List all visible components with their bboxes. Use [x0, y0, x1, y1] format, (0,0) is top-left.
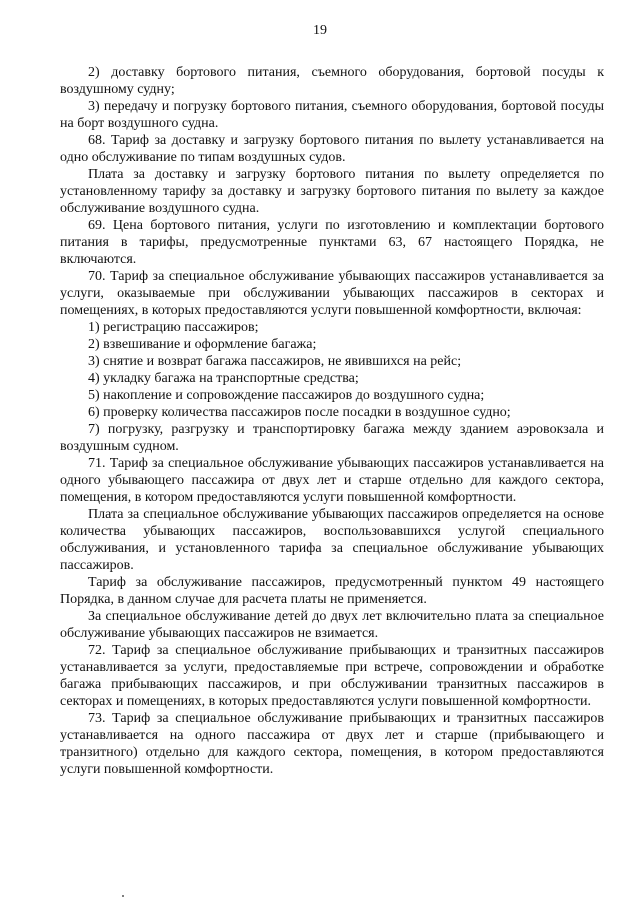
list-item: 7) погрузку, разгрузку и транспортировку багажа между зданием аэровокзала и воздушным судном. — [60, 422, 604, 454]
scan-speck — [122, 895, 124, 897]
list-item: 3) снятие и возврат багажа пассажиров, не явившихся на рейс; — [88, 354, 462, 369]
paragraph: 70. Тариф за специальное обслуживание убывающих пассажиров устанавливается за услуги, оказываемые при обслуживании убывающих пассажиров в секторах и помещениях, в которых предоставляются услуги повышенной комфортности, включая: — [60, 269, 604, 318]
paragraph: За специальное обслуживание детей до двух лет включительно плата за специальное обслуживание убывающих пассажиров не взимается. — [60, 609, 604, 641]
paragraph: 71. Тариф за специальное обслуживание убывающих пассажиров устанавливается на одного убывающего пассажира от двух лет и старше отдельно для каждого сектора, помещения, в котором предоставляются услуги повышенной комфортности. — [60, 456, 604, 505]
list-item: 1) регистрацию пассажиров; — [88, 320, 259, 335]
document-body — [60, 64, 604, 778]
paragraph: 3) передачу и погрузку бортового питания, съемного оборудования, бортовой посуды на борт воздушного судна. — [60, 99, 604, 131]
paragraph: Плата за специальное обслуживание убывающих пассажиров определяется на основе количества убывающих пассажиров, воспользовавшихся услугой специального обслуживания, и установленного тарифа за специальное обслуживание убывающих пассажиров. — [60, 507, 604, 573]
paragraph: 73. Тариф за специальное обслуживание прибывающих и транзитных пассажиров устанавливается на одного пассажира от двух лет и старше (прибывающего и транзитного) отдельно для каждого сектора, помещения, в котором предоставляются услуги повышенной комфортности. — [60, 711, 604, 777]
list-item: 6) проверку количества пассажиров после посадки в воздушное судно; — [88, 405, 511, 420]
list-item: 2) взвешивание и оформление багажа; — [88, 337, 317, 352]
paragraph: 68. Тариф за доставку и загрузку бортового питания по вылету устанавливается на одно обслуживание по типам воздушных судов. — [60, 133, 604, 165]
list-item: 5) накопление и сопровождение пассажиров до воздушного судна; — [88, 388, 485, 403]
paragraph: 69. Цена бортового питания, услуги по изготовлению и комплектации бортового питания в тарифы, предусмотренные пунктами 63, 67 настоящего Порядка, не включаются. — [60, 218, 604, 267]
page-number: 19 — [313, 23, 327, 38]
list-item: 4) укладку багажа на транспортные средства; — [88, 371, 359, 386]
paragraph: Тариф за обслуживание пассажиров, предусмотренный пунктом 49 настоящего Порядка, в данном случае для расчета платы не применяется. — [60, 575, 604, 607]
paragraph: 72. Тариф за специальное обслуживание прибывающих и транзитных пассажиров устанавливается за услуги, предоставляемые при встрече, сопровождении и обработке багажа прибывающих пассажиров, и при обслуживании транзитных пассажиров в секторах и помещениях, в которых предоставляются услуги повышенной комфортности. — [60, 643, 604, 709]
paragraph: 2) доставку бортового питания, съемного оборудования, бортовой посуды к воздушному судну; — [60, 65, 604, 97]
paragraph: Плата за доставку и загрузку бортового питания по вылету определяется по установленному тарифу за доставку и загрузку бортового питания по вылету за каждое обслуживание воздушного судна. — [60, 167, 604, 216]
